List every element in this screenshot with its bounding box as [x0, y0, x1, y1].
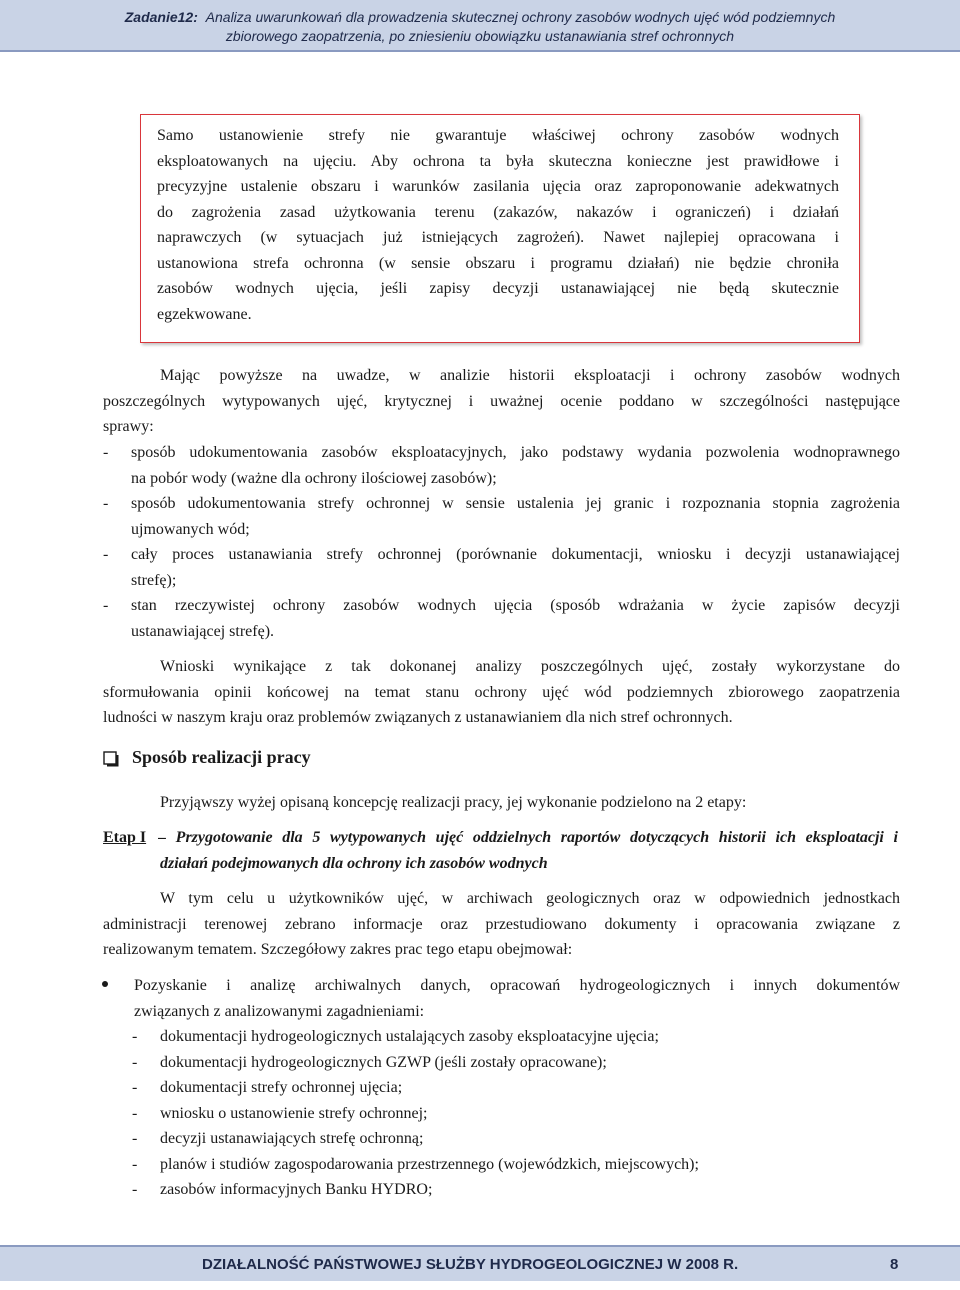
footer-title: DZIAŁALNOŚĆ PAŃSTWOWEJ SŁUŻBY HYDROGEOLOGICZNEJ W 2008 R. — [202, 1256, 739, 1273]
list-dash: - — [132, 1053, 138, 1071]
section-intro-line: Przyjąwszy wyżej opisaną koncepcję realizacji pracy, jej wykonanie podzielono na 2 etapy: — [160, 794, 747, 811]
scope-item: dokumentacji strefy ochronnej ujęcia; — [160, 1079, 403, 1096]
stage-title-line-2: działań podejmowanych dla ochrony ich zasobów wodnych — [160, 854, 548, 872]
list-dash: - — [132, 1130, 138, 1147]
section-title: Sposób realizacji pracy — [132, 747, 311, 767]
list-dash: - — [103, 597, 109, 614]
list-dash: - — [132, 1155, 138, 1173]
issue-item — [131, 593, 900, 644]
issue-item — [131, 440, 900, 491]
stage-para-line: realizowanym tematem. Szczegółowy zakres prac tego etapu obejmował: — [103, 941, 573, 958]
stage-para-line-1-wrap — [160, 886, 900, 912]
intro-paragraph-rest — [103, 389, 900, 440]
boxed-paragraph — [157, 123, 839, 327]
conclusions-line: sformułowania opinii końcowej na temat stanu ochrony ujęć wód podziemnych zbiorowego zaopatrzenia — [103, 683, 900, 701]
issue-line: stan rzeczywistej ochrony zasobów wodnych ujęcia (sposób wdrażania w życie zapisów decyzji — [131, 597, 900, 614]
issue-item — [131, 491, 900, 542]
scope-item: dokumentacji hydrogeologicznych GZWP (jeśli zostały opracowane); — [160, 1053, 607, 1071]
issue-line: na pobór wody (ważne dla ochrony ilościowej zasobów); — [131, 469, 497, 487]
list-dash: - — [103, 444, 109, 461]
page-footer — [0, 1245, 960, 1281]
issue-line: ustanawiającej strefę). — [131, 622, 275, 640]
intro-line: sprawy: — [103, 418, 154, 435]
conclusions-line: ludności w naszym kraju oraz problemów związanych z ustanawianiem dla nich stref ochronnych. — [103, 709, 733, 726]
stage-para-line: administracji terenowej zebrano informacje oraz przestudiowano dokumenty i opracowania związane z — [103, 915, 900, 933]
issue-line: sposób udokumentowania strefy ochronnej w sensie ustalenia jej granic i rozpoznania stopnia zagrożenia — [131, 495, 900, 512]
boxed-line: precyzyjne ustalenie obszaru i warunków zasilania ujęcia oraz zaproponowanie adekwatnych — [157, 178, 839, 195]
checkbox-icon — [103, 751, 119, 767]
scope-item: wniosku o ustanowienie strefy ochronnej; — [160, 1104, 428, 1122]
stage-title-line-1: – Przygotowanie dla 5 wytypowanych ujęć oddzielnych raportów dotyczących historii ich eksploatacji i — [158, 829, 898, 846]
scope-line: związanych z analizowanymi zagadnieniami: — [134, 1002, 425, 1020]
scope-item: decyzji ustanawiających strefę ochronną; — [160, 1130, 424, 1147]
list-dash: - — [132, 1181, 138, 1198]
list-dash: - — [132, 1104, 138, 1122]
intro-line: Mając powyższe na uwadze, w analizie historii eksploatacji i ochrony zasobów wodnych — [160, 367, 900, 384]
scope-bullet — [134, 973, 900, 1024]
scope-item: planów i studiów zagospodarowania przestrzennego (wojewódzkich, miejscowych); — [160, 1155, 699, 1173]
conclusions-line-1-wrap — [160, 654, 900, 680]
issue-line: sposób udokumentowania zasobów eksploatacyjnych, jako podstawy wydania pozwolenia wodnoprawnego — [131, 444, 900, 461]
boxed-line: ustanowiona strefa ochronna (w sensie obszaru i programu działań) nie będzie chroniła — [157, 254, 839, 272]
bullet-dot — [102, 981, 108, 987]
boxed-line: eksploatowanych na ujęciu. Aby ochrona ta była skuteczna konieczne jest prawidłowe i — [157, 152, 839, 170]
issue-line: strefę); — [131, 571, 177, 589]
header-line-1 — [0, 9, 960, 25]
conclusions-line: Wnioski wynikające z tak dokonanej analizy poszczególnych ujęć, zostały wykorzystane do — [160, 658, 900, 675]
stage-paragraph-rest — [103, 912, 900, 963]
header-label: Zadanie12: — [124, 9, 198, 25]
page-header — [0, 0, 960, 52]
stage-label: Etap I — [103, 829, 147, 846]
boxed-line: naprawczych (w sytuacjach już istniejących zagrożeń). Nawet najlepiej opracowana i — [157, 229, 839, 246]
issue-line: ujmowanych wód; — [131, 520, 250, 538]
boxed-line: zasobów wodnych ujęcia, jeśli zapisy decyzji ustanawiającej nie będą skutecznie — [157, 280, 839, 297]
boxed-line: do zagrożenia zasad użytkowania terenu (zakazów, nakazów i ograniczeń) i działań — [157, 203, 839, 221]
page-number: 8 — [890, 1256, 899, 1273]
intro-line: poszczególnych wytypowanych ujęć, krytycznej i uważnej ocenie poddano w szczególności następujące — [103, 392, 900, 410]
list-dash: - — [103, 495, 109, 512]
issue-item — [131, 542, 900, 593]
section-intro — [160, 790, 900, 816]
scope-line: Pozyskanie i analizę archiwalnych danych, opracowań hydrogeologicznych i innych dokumentów — [134, 977, 900, 994]
list-dash: - — [132, 1079, 138, 1096]
list-dash: - — [132, 1028, 138, 1045]
scope-item: zasobów informacyjnych Banku HYDRO; — [160, 1181, 433, 1198]
conclusions-paragraph-rest — [103, 680, 900, 731]
boxed-line: Samo ustanowienie strefy nie gwarantuje właściwej ochrony zasobów wodnych — [157, 127, 839, 144]
issue-line: cały proces ustanawiania strefy ochronnej (porównanie dokumentacji, wniosku i decyzji ustanawiającej — [131, 546, 900, 563]
intro-line-1-wrap — [160, 363, 900, 389]
header-title-line-1: Analiza uwarunkowań dla prowadzenia skutecznej ochrony zasobów wodnych ujęć wód podziemnych — [205, 9, 836, 25]
header-title-line-2: zbiorowego zaopatrzenia, po zniesieniu obowiązku ustanawiania stref ochronnych — [225, 28, 735, 44]
stage-para-line: W tym celu u użytkowników ujęć, w archiwach geologicznych oraz w odpowiednich jednostkach — [160, 890, 900, 907]
list-dash: - — [103, 546, 109, 563]
boxed-line: egzekwowane. — [157, 305, 252, 323]
scope-item: dokumentacji hydrogeologicznych ustalających zasoby eksploatacyjne ujęcia; — [160, 1028, 659, 1045]
